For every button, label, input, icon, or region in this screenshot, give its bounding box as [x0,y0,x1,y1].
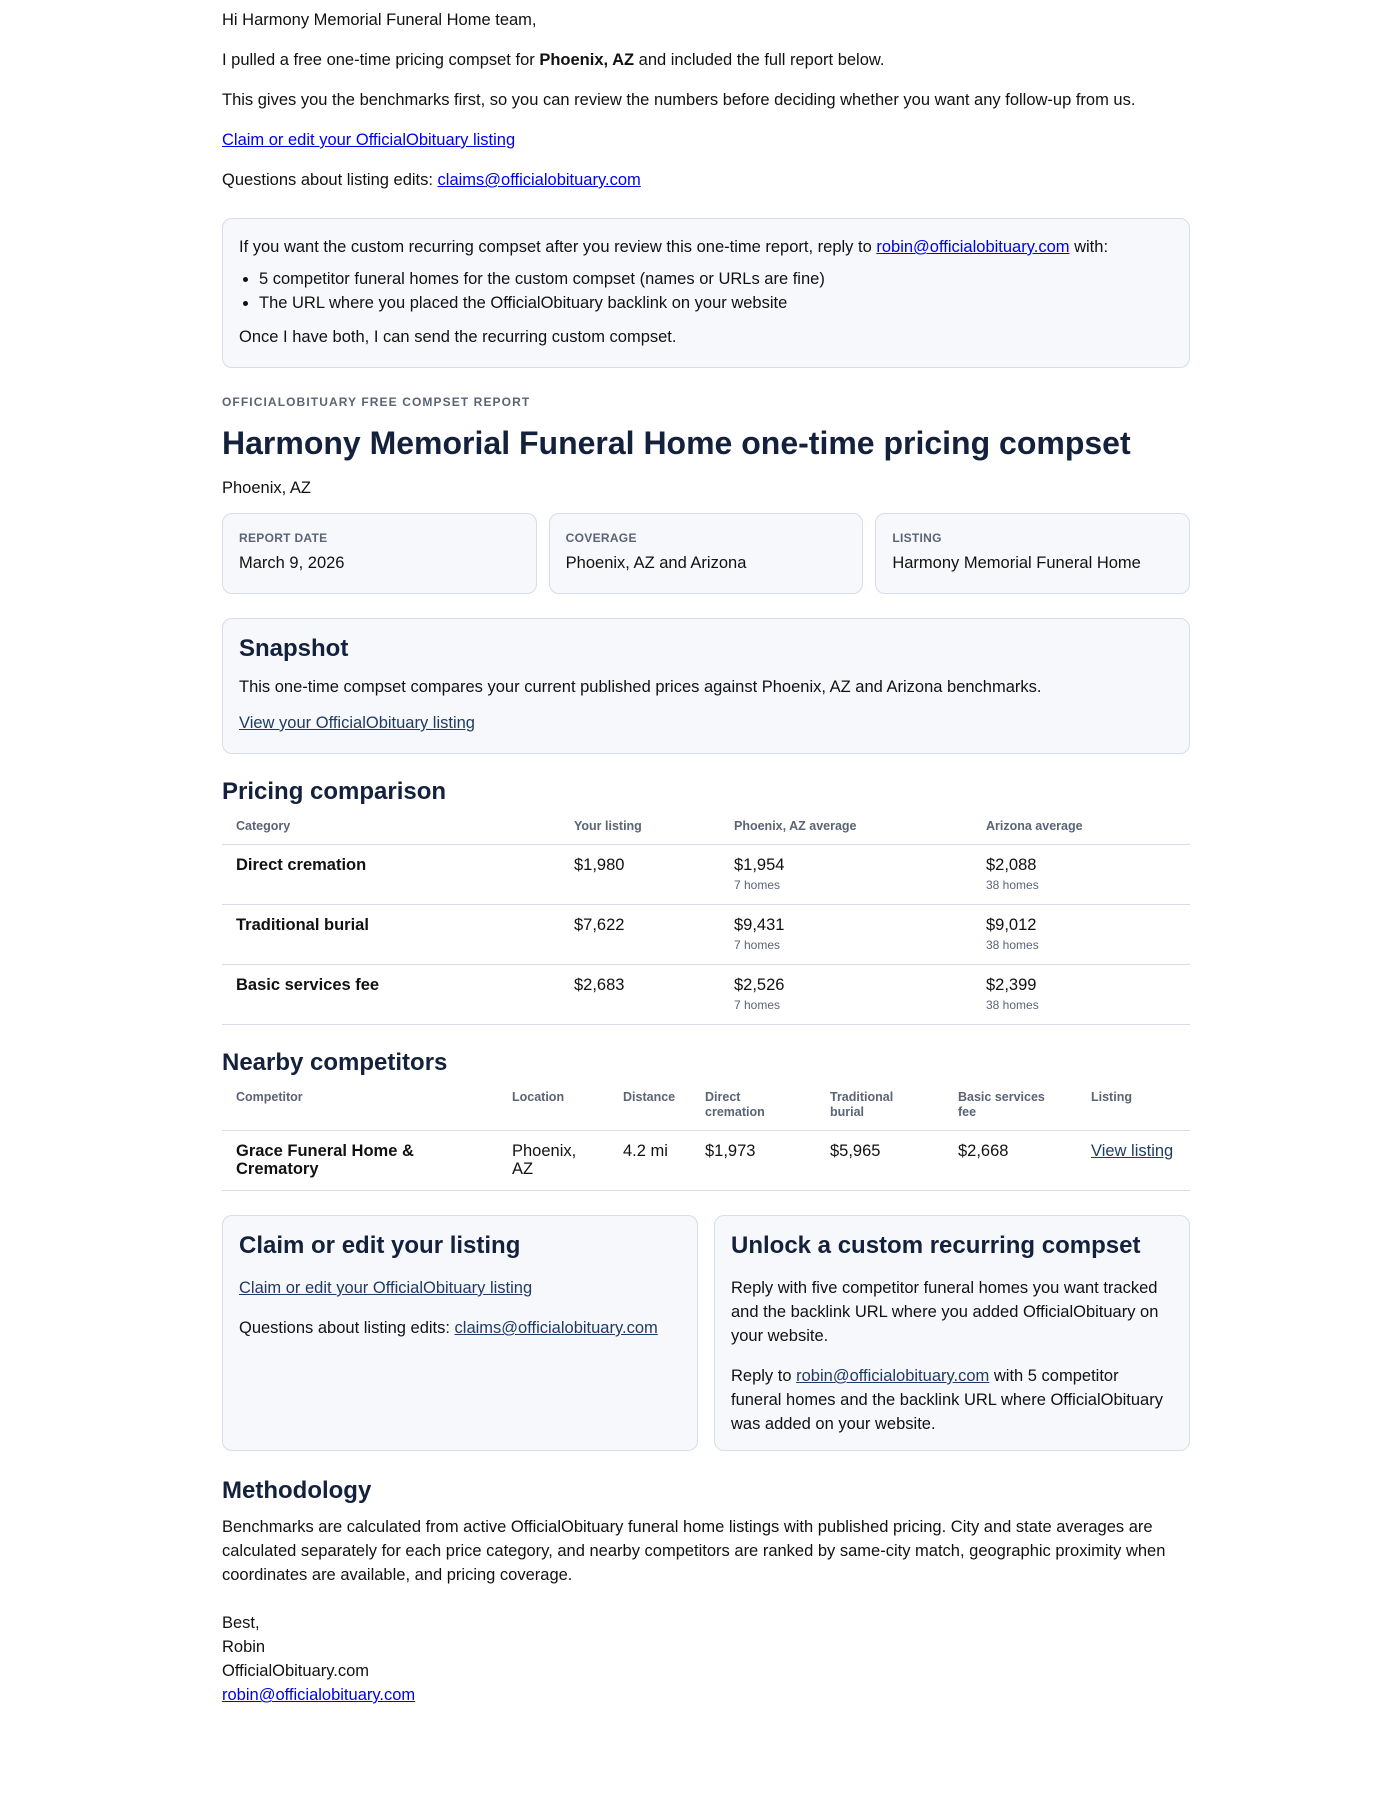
meta-report-date: REPORT DATE March 9, 2026 [222,513,537,594]
table-row: Traditional burial $7,622 $9,431 7 homes $9,012 38 homes [222,905,1190,965]
action-panels [222,1215,1190,1451]
benchmarks-line: This gives you the benchmarks first, so you can review the numbers before deciding whether you want any follow-up from us. [222,91,1136,109]
callout-list [239,267,1173,315]
claims-email-link[interactable]: claims@officialobituary.com [437,171,641,189]
unlock-email-link[interactable]: robin@officialobituary.com [796,1367,990,1385]
snapshot-panel [222,618,1190,754]
report-eyebrow: OFFICIALOBITUARY FREE COMPSET REPORT [222,395,531,409]
column-header: Listing [1091,1090,1132,1104]
column-header: Category [236,819,291,833]
column-header: Competitor [236,1090,303,1104]
pricing-table [222,808,1190,1025]
meta-listing: LISTING Harmony Memorial Funeral Home [875,513,1190,594]
unlock-heading: Unlock a custom recurring compset [731,1232,1141,1259]
methodology-heading: Methodology [222,1477,372,1504]
column-header: Location [512,1090,565,1104]
column-header: Traditional burial [830,1090,894,1119]
pricing-heading: Pricing comparison [222,778,447,805]
table-row: Grace Funeral Home & Crematory Phoenix, AZ 4.2 mi $1,973 $5,965 $2,668 View listing [222,1131,1190,1191]
claim-panel-link[interactable]: Claim or edit your OfficialObituary listing [239,1279,533,1297]
snapshot-text: This one-time compset compares your current published prices against Phoenix, AZ and Arizona benchmarks. [239,678,1042,696]
unlock-text: Reply with five competitor funeral homes you want tracked and the backlink URL where you added OfficialObituary on your website. [731,1279,1159,1345]
callout-closing: Once I have both, I can send the recurring custom compset. [239,328,677,346]
view-listing-link[interactable]: View your OfficialObituary listing [239,714,475,732]
questions-line: Questions about listing edits: claims@officialobituary.com [222,171,641,189]
list-item: • The URL where you placed the OfficialObituary backlink on your website [259,291,1173,315]
claim-panel-email-link[interactable]: claims@officialobituary.com [454,1319,658,1337]
competitor-view-listing-link[interactable]: View listing [1091,1142,1174,1160]
competitors-heading: Nearby competitors [222,1049,448,1076]
claim-panel: Claim or edit your listing Claim or edit your OfficialObituary listing Questions about listing edits: claims@officialobituary.com [222,1215,698,1451]
report-meta [222,513,1190,594]
table-row: Direct cremation $1,980 $1,954 7 homes $2,088 38 homes [222,845,1190,905]
unlock-panel: Unlock a custom recurring compset Reply with five competitor funeral homes you want tracked and the backlink URL where you added OfficialObituary on your website. Reply to robin@officialobituary.com with 5 competitor funeral homes and the backlink URL where OfficialObituary was added on your website. [714,1215,1190,1451]
column-header: Arizona average [986,819,1083,833]
intro-location: Phoenix, AZ [539,51,635,69]
email-body [222,0,1190,1707]
reply-email-link[interactable]: robin@officialobituary.com [876,238,1070,256]
list-item: • 5 competitor funeral homes for the custom compset (names or URLs are fine) [259,267,1173,291]
table-header-row [222,808,1190,845]
signature: Best, Robin OfficialObituary.com robin@officialobituary.com [222,1614,416,1704]
meta-coverage: COVERAGE Phoenix, AZ and Arizona [549,513,864,594]
methodology-text: Benchmarks are calculated from active OfficialObituary funeral home listings with published pricing. City and state averages are calculated separately for each price category, and nearby competitors are ranked by same-city match, geographic proximity when coordinates are available, and pricing coverage. [222,1518,1166,1584]
table-header-row [222,1079,1190,1131]
column-header: Direct cremation [705,1090,765,1119]
intro-text: I pulled a free one-time pricing compset for Phoenix, AZ and included the full report below. [222,51,885,69]
table-row: Basic services fee $2,683 $2,526 7 homes $2,399 38 homes [222,965,1190,1025]
column-header: Distance [623,1090,676,1104]
report-city: Phoenix, AZ [222,479,311,497]
column-header: Your listing [574,819,642,833]
signature-email-link[interactable]: robin@officialobituary.com [222,1686,416,1704]
claim-listing-link[interactable]: Claim or edit your OfficialObituary listing [222,131,516,149]
claim-heading: Claim or edit your listing [239,1232,521,1259]
column-header: Basic services fee [958,1090,1045,1119]
snapshot-heading: Snapshot [239,635,349,662]
column-header: Phoenix, AZ average [734,819,857,833]
report-title: Harmony Memorial Funeral Home one-time pricing compset [222,425,1131,461]
recurring-compset-callout: If you want the custom recurring compset after you review this one-time report, reply to robin@officialobituary.com with: • 5 competitor funeral homes for the custom compset (names or URLs are fine) • The URL where you placed the OfficialObituary backlink on your website Once I have both, I can send the recurring custom compset. [222,218,1190,368]
competitors-table [222,1079,1190,1191]
greeting: Hi Harmony Memorial Funeral Home team, [222,11,537,29]
